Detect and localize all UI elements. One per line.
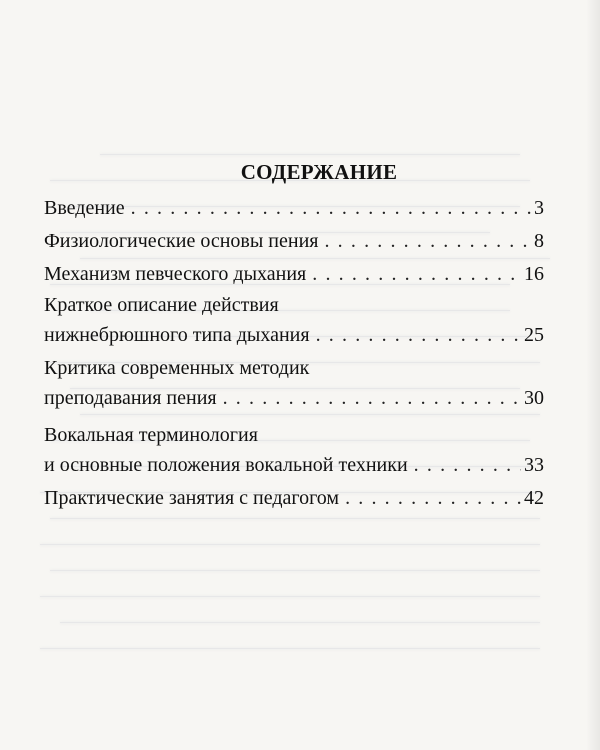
toc-heading: СОДЕРЖАНИЕ	[240, 160, 398, 184]
toc-entry-vocal-terminology	[44, 423, 544, 483]
toc-page-number: 25	[524, 324, 544, 346]
toc-page-number: 8	[534, 230, 544, 252]
toc-entry-methods-critique	[44, 356, 544, 416]
page-edge-shadow	[586, 0, 600, 750]
toc-entry-title-line: Вокальная терминология	[44, 424, 258, 446]
toc-page-number: 42	[524, 487, 544, 509]
toc-entry-practical-lessons	[44, 486, 544, 516]
toc-page-number: 16	[524, 263, 544, 285]
toc-entry-title: Практические занятия с педагогом	[44, 487, 340, 509]
toc-entry-title: нижнебрюшного типа дыхания	[44, 324, 310, 346]
toc-entry-title: Введение	[44, 197, 125, 219]
dot-leader	[223, 386, 521, 410]
toc-page-number: 3	[534, 197, 544, 219]
dot-leader	[312, 262, 521, 286]
toc-entry-title: Физиологические основы пения	[44, 230, 319, 252]
toc-entry-breathing-mechanism	[44, 262, 544, 292]
toc-page-number: 30	[524, 387, 544, 409]
toc-entry-title: и основные положения вокальной техники	[44, 454, 408, 476]
dot-leader	[345, 486, 521, 510]
toc-entry-title: Механизм певческого дыхания	[44, 263, 307, 285]
dot-leader	[414, 453, 521, 477]
toc-entry-lower-abdominal-breathing	[44, 293, 544, 353]
toc-entry-title-line: Критика современных методик	[44, 357, 310, 379]
toc-entry-introduction	[44, 196, 544, 226]
dot-leader	[131, 196, 531, 220]
toc-entry-title: преподавания пения	[44, 387, 217, 409]
dot-leader	[324, 229, 531, 253]
toc-entry-physiology	[44, 229, 544, 259]
dot-leader	[316, 323, 521, 347]
toc-page-number: 33	[524, 454, 544, 476]
toc-entry-title-line: Краткое описание действия	[44, 294, 279, 316]
